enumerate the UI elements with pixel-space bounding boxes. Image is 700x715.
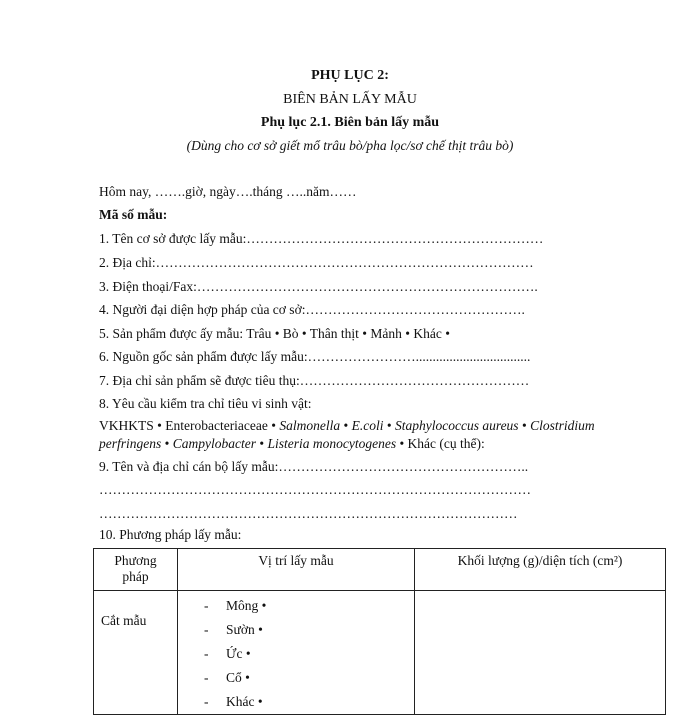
sample-code-label: Mã số mẫu: (99, 207, 168, 222)
list-item: - Mông • (202, 594, 414, 618)
other-specify-text: • Khác (cụ thể): (396, 436, 485, 451)
sampler-info-line: 9. Tên và địa chỉ cán bộ lấy mẫu:……………………………………………….. (99, 459, 529, 474)
table-row (94, 591, 666, 715)
consumption-address-line: 7. Địa chỉ sản phẩm sẽ được tiêu thụ:…………………………………………… (99, 373, 530, 388)
separator: • (161, 436, 173, 451)
col-method-header (94, 549, 178, 591)
phone-fax-line: 3. Điện thoại/Fax:…………………………………………………………………. (99, 279, 538, 294)
microbial-request-line: 8. Yêu cầu kiểm tra chỉ tiêu vi sinh vật: (99, 396, 312, 411)
listeria-text: Listeria monocytogenes (267, 436, 397, 451)
list-item: - Sườn • (202, 618, 414, 642)
location-cell (178, 591, 415, 715)
legal-rep-line: 4. Người đại diện hợp pháp của cơ sở:…………………………………………. (99, 302, 525, 317)
table-header-row (94, 549, 666, 591)
appendix-heading: PHỤ LỤC 2: (311, 68, 389, 83)
product-origin-line: 6. Nguồn gốc sản phẩm được lấy mẫu:…………………….................................. (99, 349, 531, 364)
dotted-line-1: …………………………………………………………………………………… (99, 482, 531, 497)
amount-cell (415, 591, 666, 715)
ecoli-text: E.coli (351, 418, 384, 433)
col-amount-header: Khối lượng (g)/diện tích (cm²) (415, 549, 666, 591)
list-item: - Ức • (202, 642, 414, 666)
col-method-label: Phương pháp (114, 553, 157, 584)
separator: • (518, 418, 531, 433)
col-location-header: Vị trí lấy mẫu (178, 549, 415, 591)
separator: • (255, 436, 268, 451)
location-list (202, 594, 414, 714)
sampling-table (93, 548, 666, 715)
date-line: Hôm nay, …….giờ, ngày….tháng …..năm…… (99, 184, 357, 199)
campylobacter-text: Campylobacter (172, 436, 256, 451)
salmonella-text: Salmonella (279, 418, 341, 433)
sampling-method-line: 10. Phương pháp lấy mẫu: (99, 527, 242, 542)
sampled-product-line: 5. Sản phẩm được ấy mẫu: Trâu • Bò • Thân thịt • Mảnh • Khác • (99, 326, 450, 341)
facility-name-line: 1. Tên cơ sở được lấy mẫu:………………………………………………………… (99, 231, 544, 246)
separator: • (340, 418, 352, 433)
list-item: - Cổ • (202, 666, 414, 690)
clostridium-text: Clostridium (530, 418, 595, 433)
page-title: BIÊN BẢN LẤY MẪU (283, 92, 417, 107)
list-item: - Khác • (202, 690, 414, 714)
method-cell: Cắt mẫu (94, 591, 178, 715)
staph-text: Staphylococcus aureus (394, 418, 519, 433)
perfringens-text: perfringens (99, 436, 162, 451)
vkhkts-prefix: VKHKTS • Enterobacteriaceae • (99, 418, 280, 433)
subtitle: Phụ lục 2.1. Biên bản lấy mẫu (260, 115, 440, 130)
usage-note: (Dùng cho cơ sở giết mổ trâu bò/pha lọc/sơ chế thịt trâu bò) (186, 138, 514, 153)
dotted-line-2: ………………………………………………………………………………… (99, 506, 518, 521)
microbial-list-line2 (99, 436, 485, 452)
separator: • (383, 418, 395, 433)
address-line: 2. Địa chỉ:………………………………………………………………………… (99, 255, 534, 270)
microbial-list-line1 (99, 418, 595, 434)
